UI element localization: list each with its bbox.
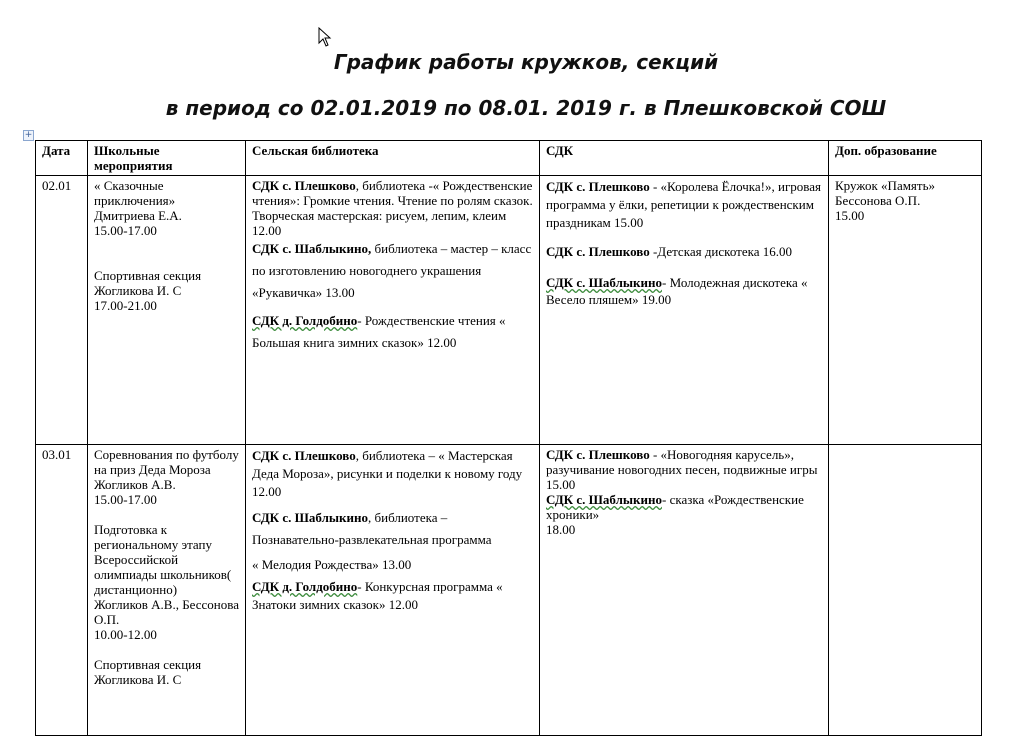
venue-name: СДК с. Шаблыкино xyxy=(252,510,368,525)
venue-name: СДК с. Шаблыкино xyxy=(546,275,662,290)
entry-text: , библиотека -« Рождественские чтения»: Громкие чтения. Чтение по ролям сказок. Творческая мастерская: рисуем, лепим, клеим xyxy=(252,178,533,223)
library-cell xyxy=(246,445,540,736)
venue-name: СДК с. Плешково xyxy=(546,244,650,259)
entry-text: - сказка «Рождественские хроники» xyxy=(546,492,804,522)
school-event-person: Жогликова И. С xyxy=(94,672,182,687)
venue-name: СДК с. Плешково xyxy=(252,448,356,463)
venue-name: СДК с. Плешково xyxy=(546,179,650,194)
school-event-person: Жогликов А.В., Бессонова О.П. xyxy=(94,597,239,627)
club-name: Кружок «Память» xyxy=(835,178,936,193)
mouse-cursor-icon xyxy=(318,27,332,47)
venue-name: СДК с. Шаблыкино, xyxy=(252,241,372,256)
library-entry xyxy=(252,578,533,614)
entry-text: - «Новогодняя карусель», разучивание новогодних песен, подвижные игры xyxy=(546,447,818,477)
entry-time: 18.00 xyxy=(546,522,576,537)
date-cell: 03.01 xyxy=(36,445,88,736)
date-cell: 02.01 xyxy=(36,176,88,445)
sdk-entry xyxy=(546,447,822,477)
venue-name: СДК д. Голдобино xyxy=(252,579,358,594)
entry-text: , библиотека – « Мастерская Деда Мороза», рисунки и поделки к новому году 12.00 xyxy=(252,448,523,499)
school-events-cell xyxy=(88,176,246,445)
document-subtitle: в период со 02.01.2019 по 08.01. 2019 г. в Плешковской СОШ xyxy=(165,96,887,120)
entry-text: , библиотека – Познавательно-развлекательная программа xyxy=(252,510,492,547)
school-event-title: Спортивная секция xyxy=(94,657,202,672)
table-move-handle-icon[interactable]: + xyxy=(24,130,33,140)
sdk-entry xyxy=(546,178,822,232)
header-village-library: Сельская библиотека xyxy=(246,141,540,176)
sdk-cell xyxy=(540,176,829,445)
entry-time: 12.00 xyxy=(252,223,282,238)
venue-name: СДК д. Голдобино xyxy=(252,313,358,328)
school-event-title: Соревнования по футболу на приз Деда Мороза xyxy=(94,447,239,477)
school-event-title: Спортивная секция xyxy=(94,268,202,283)
entry-text: « Мелодия Рождества» 13.00 xyxy=(252,557,412,572)
library-entry xyxy=(252,447,533,501)
table-header-row xyxy=(36,141,982,176)
venue-name: СДК с. Шаблыкино xyxy=(546,492,662,507)
library-cell xyxy=(246,176,540,445)
club-person: Бессонова О.П. xyxy=(835,193,921,208)
venue-name: СДК с. Плешково xyxy=(252,178,356,193)
entry-text: - Конкурсная программа « Знатоки зимних сказок» 12.00 xyxy=(252,579,503,612)
library-entry xyxy=(252,238,533,304)
sdk-cell xyxy=(540,445,829,736)
additional-education-cell xyxy=(829,176,982,445)
header-additional-education: Доп. образование xyxy=(829,141,982,176)
school-event-person: Жогликова И. С xyxy=(94,283,182,298)
sdk-entry xyxy=(546,244,822,259)
school-event-person: Жогликов А.В. xyxy=(94,477,176,492)
entry-text: -Детская дискотека 16.00 xyxy=(649,244,792,259)
school-event-time: 15.00-17.00 xyxy=(94,223,157,238)
header-school-events: Школьные мероприятия xyxy=(88,141,246,176)
entry-text: - Рождественские чтения « Большая книга зимних сказок» 12.00 xyxy=(252,313,506,350)
document-title: График работы кружков, секций xyxy=(333,50,719,74)
header-sdk: СДК xyxy=(540,141,829,176)
school-event-time: 10.00-12.00 xyxy=(94,627,157,642)
schedule-table xyxy=(35,140,982,736)
sdk-entry xyxy=(546,274,822,308)
header-date: Дата xyxy=(36,141,88,176)
school-events-cell xyxy=(88,445,246,736)
school-event-title: Подготовка к региональному этапу Всероссийской олимпиады школьников( дистанционно) xyxy=(94,522,232,597)
sdk-entry xyxy=(546,492,822,522)
library-entry xyxy=(252,507,533,551)
entry-text: - «Королева Ёлочка!», игровая программа у ёлки, репетиции к рождественским праздникам 15.00 xyxy=(546,179,821,230)
venue-name: СДК с. Плешково xyxy=(546,447,650,462)
entry-text: библиотека – мастер – класс по изготовлению новогоднего украшения «Рукавичка» 13.00 xyxy=(252,241,532,300)
school-event-person: Дмитриева Е.А. xyxy=(94,208,182,223)
table-row xyxy=(36,176,982,445)
club-time: 15.00 xyxy=(835,208,865,223)
school-event-time: 17.00-21.00 xyxy=(94,298,157,313)
entry-text: - Молодежная дискотека « Весело пляшем» 19.00 xyxy=(546,275,808,307)
additional-education-cell xyxy=(829,445,982,736)
school-event-time: 15.00-17.00 xyxy=(94,492,157,507)
library-entry xyxy=(252,310,533,354)
table-row xyxy=(36,445,982,736)
entry-time: 15.00 xyxy=(546,477,576,492)
school-event-title: « Сказочные приключения» xyxy=(94,178,176,208)
library-entry xyxy=(252,178,533,223)
